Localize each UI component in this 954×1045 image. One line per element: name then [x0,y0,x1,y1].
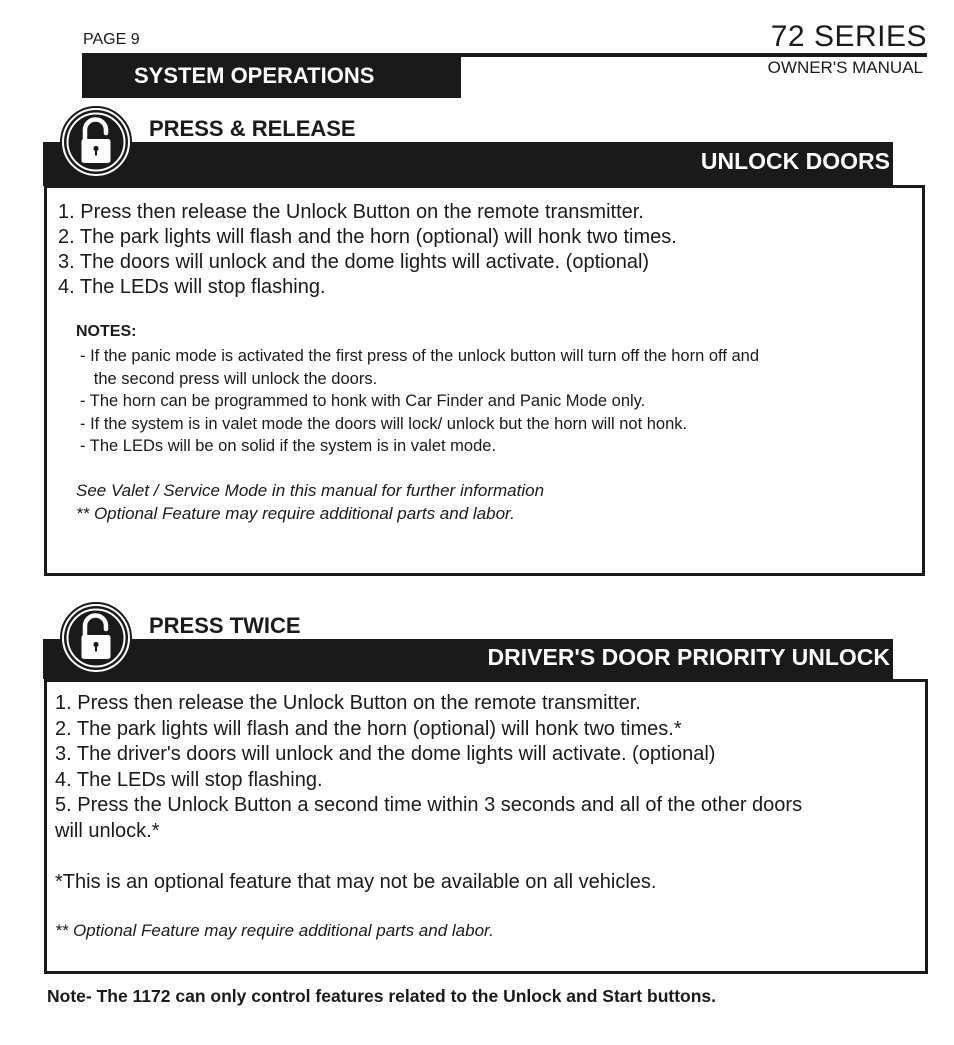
list-item: 2. The park lights will flash and the horn (optional) will honk two times. [58,226,677,248]
list-item: 2. The park lights will flash and the horn (optional) will honk two times.* [55,717,682,740]
padlock-unlocked-icon [60,106,132,178]
footer-note: Note- The 1172 can only control features related to the Unlock and Start buttons. [47,986,717,1006]
list-item: 4. The LEDs will stop flashing. [55,768,323,791]
list-item: - If the system is in valet mode the doors will lock/ unlock but the horn will not honk. [80,414,688,433]
list-item: will unlock.* [55,819,160,842]
unlock-doors-header-bar [43,142,893,186]
valet-reference: See Valet / Service Mode in this manual for further information [76,481,545,500]
priority-unlock-title: DRIVER'S DOOR PRIORITY UNLOCK [487,644,890,670]
section-title: SYSTEM OPERATIONS [134,63,375,88]
priority-steps-list [55,691,802,844]
list-item: 1. Press then release the Unlock Button on the remote transmitter. [58,201,644,223]
series-title: 72 SERIES [770,20,927,53]
optional-feature-note: ** Optional Feature may require additional parts and labor. [76,504,515,523]
unlock-doors-panel [44,185,925,576]
priority-unlock-action: PRESS TWICE [149,613,301,638]
list-item: 3. The doors will unlock and the dome lights will activate. (optional) [58,251,650,273]
unlock-doors-title: UNLOCK DOORS [700,148,890,174]
unlock-steps-list [58,200,677,300]
priority-unlock-panel [44,679,928,974]
list-item: - If the panic mode is activated the first press of the unlock button will turn off the horn off and [80,347,760,365]
optional-feature-note: ** Optional Feature may require additional parts and labor. [55,921,494,940]
list-item: 5. Press the Unlock Button a second time within 3 seconds and all of the other doors [55,794,803,816]
list-item: 1. Press then release the Unlock Button on the remote transmitter. [55,692,641,714]
priority-unlock-header-bar [43,639,893,679]
list-item: 4. The LEDs will stop flashing. [58,276,326,298]
header-rule [461,53,927,57]
padlock-unlocked-icon [60,602,132,674]
section-title-bar [82,53,461,98]
notes-list [80,345,759,458]
optional-feature-availability: *This is an optional feature that may not be available on all vehicles. [55,871,657,893]
list-item: - The LEDs will be on solid if the system is in valet mode. [80,437,497,455]
page-number: PAGE 9 [83,31,140,48]
manual-label: OWNER'S MANUAL [767,58,923,77]
list-item: the second press will unlock the doors. [80,369,378,388]
notes-title: NOTES: [76,323,137,340]
list-item: 3. The driver's doors will unlock and the dome lights will activate. (optional) [55,743,716,765]
unlock-doors-action: PRESS & RELEASE [149,116,356,141]
list-item: - The horn can be programmed to honk with Car Finder and Panic Mode only. [80,392,646,410]
